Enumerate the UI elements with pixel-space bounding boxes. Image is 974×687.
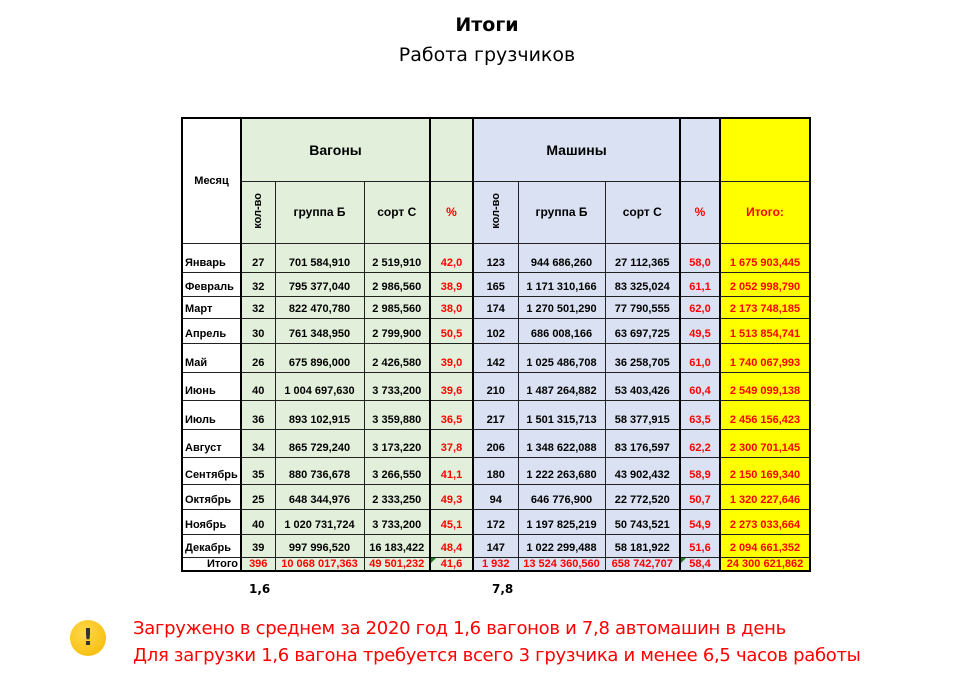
wagons-qty-cell: 30 <box>241 318 275 343</box>
cars-pct-cell: 54,9 <box>680 509 720 534</box>
month-cell: Февраль <box>182 272 241 296</box>
cars-qty-cell: 123 <box>473 243 518 272</box>
wagons-sort-c-cell: 2 799,900 <box>364 318 430 343</box>
grand-total-cell: 2 150 169,340 <box>720 457 810 484</box>
wagons-pct-cell: 45,1 <box>430 509 473 534</box>
cars-group-b-cell: 646 776,900 <box>518 484 605 509</box>
cars-pct-cell: 61,0 <box>680 343 720 372</box>
cars-group-b-cell: 1 487 264,882 <box>518 372 605 400</box>
wagons-group-b-cell: 795 377,040 <box>275 272 364 296</box>
wagons-pct-cell: 48,4 <box>430 534 473 557</box>
wagons-pct-cell: 37,8 <box>430 429 473 457</box>
cars-sort-c-cell: 77 790,555 <box>605 296 680 318</box>
wagons-sort-c-cell: 3 266,550 <box>364 457 430 484</box>
cars-group-b-cell: 1 197 825,219 <box>518 509 605 534</box>
cars-pct-cell: 50,7 <box>680 484 720 509</box>
wagons-sort-c-cell: 3 733,200 <box>364 509 430 534</box>
wagons-sort-c-cell: 2 519,910 <box>364 243 430 272</box>
wagons-qty-cell: 25 <box>241 484 275 509</box>
cars-qty-header <box>473 181 518 243</box>
cars-pct-group-header <box>680 118 720 181</box>
month-cell: Май <box>182 343 241 372</box>
totals-cars-qty: 1 932 <box>473 557 518 571</box>
table-row <box>182 400 810 429</box>
month-cell: Апрель <box>182 318 241 343</box>
grand-total-cell: 2 173 748,185 <box>720 296 810 318</box>
wagons-group-b-cell: 675 896,000 <box>275 343 364 372</box>
note-line-2: Для загрузки 1,6 вагона требуется всего 3 грузчика и менее 6,5 часов работы <box>133 645 861 666</box>
month-cell: Январь <box>182 243 241 272</box>
wagons-group-b-cell: 822 470,780 <box>275 296 364 318</box>
cars-pct-cell: 58,9 <box>680 457 720 484</box>
cars-group-b-cell: 1 348 622,088 <box>518 429 605 457</box>
cars-qty-cell: 94 <box>473 484 518 509</box>
totals-grand-total: 24 300 621,862 <box>720 557 810 571</box>
table-row <box>182 509 810 534</box>
cars-group-b-cell: 1 025 486,708 <box>518 343 605 372</box>
wagons-group-b-cell: 997 996,520 <box>275 534 364 557</box>
wagons-group-b-cell: 893 102,915 <box>275 400 364 429</box>
cars-group-header: Машины <box>473 118 680 181</box>
month-cell: Декабрь <box>182 534 241 557</box>
grand-total-cell: 1 675 903,445 <box>720 243 810 272</box>
table-row <box>182 296 810 318</box>
grand-total-cell: 2 273 033,664 <box>720 509 810 534</box>
cars-sort-c-header: сорт С <box>605 181 680 243</box>
wagons-group-header: Вагоны <box>241 118 430 181</box>
wagons-pct-cell: 50,5 <box>430 318 473 343</box>
cars-group-b-header: группа Б <box>518 181 605 243</box>
wagons-group-b-cell: 880 736,678 <box>275 457 364 484</box>
wagons-qty-header <box>241 181 275 243</box>
grand-total-cell: 2 456 156,423 <box>720 400 810 429</box>
wagons-qty-cell: 26 <box>241 343 275 372</box>
month-cell: Март <box>182 296 241 318</box>
cars-qty-cell: 180 <box>473 457 518 484</box>
cars-qty-cell: 210 <box>473 372 518 400</box>
cars-sort-c-cell: 83 325,024 <box>605 272 680 296</box>
table-row <box>182 343 810 372</box>
table-row <box>182 457 810 484</box>
table-row <box>182 534 810 557</box>
grand-total-cell: 2 549 099,138 <box>720 372 810 400</box>
totals-wagons-qty: 396 <box>241 557 275 571</box>
avg-wagons-per-day: 1,6 <box>249 582 271 596</box>
wagons-group-b-cell: 1 004 697,630 <box>275 372 364 400</box>
cars-group-b-cell: 1 501 315,713 <box>518 400 605 429</box>
cars-group-b-cell: 1 270 501,290 <box>518 296 605 318</box>
grand-total-cell: 1 513 854,741 <box>720 318 810 343</box>
warning-icon: ! <box>70 620 106 656</box>
table-row <box>182 429 810 457</box>
wagons-group-b-header: группа Б <box>275 181 364 243</box>
totals-row <box>182 557 810 571</box>
table-row <box>182 318 810 343</box>
grand-total-cell: 2 094 661,352 <box>720 534 810 557</box>
loaders-summary-table <box>181 117 811 572</box>
wagons-group-b-cell: 865 729,240 <box>275 429 364 457</box>
wagons-sort-c-cell: 3 733,200 <box>364 372 430 400</box>
wagons-qty-cell: 40 <box>241 509 275 534</box>
wagons-group-b-cell: 761 348,950 <box>275 318 364 343</box>
wagons-pct-cell: 38,9 <box>430 272 473 296</box>
cars-qty-cell: 165 <box>473 272 518 296</box>
totals-wagons-sort-c: 49 501,232 <box>364 557 430 571</box>
wagons-sort-c-cell: 2 333,250 <box>364 484 430 509</box>
total-group-header <box>720 118 810 181</box>
month-cell: Июнь <box>182 372 241 400</box>
wagons-qty-cell: 32 <box>241 296 275 318</box>
cars-qty-cell: 172 <box>473 509 518 534</box>
wagons-qty-cell: 34 <box>241 429 275 457</box>
cars-pct-cell: 63,5 <box>680 400 720 429</box>
table-row <box>182 272 810 296</box>
wagons-sort-c-cell: 2 986,560 <box>364 272 430 296</box>
wagons-group-b-cell: 1 020 731,724 <box>275 509 364 534</box>
cars-group-b-cell: 1 022 299,488 <box>518 534 605 557</box>
wagons-sort-c-header: сорт С <box>364 181 430 243</box>
month-cell: Октябрь <box>182 484 241 509</box>
wagons-pct-group-header <box>430 118 473 181</box>
month-header <box>182 118 241 243</box>
wagons-qty-cell: 36 <box>241 400 275 429</box>
wagons-pct-cell: 39,0 <box>430 343 473 372</box>
cars-qty-cell: 147 <box>473 534 518 557</box>
cars-pct-cell: 60,4 <box>680 372 720 400</box>
wagons-qty-cell: 39 <box>241 534 275 557</box>
cars-qty-cell: 102 <box>473 318 518 343</box>
cars-sort-c-cell: 63 697,725 <box>605 318 680 343</box>
wagons-sort-c-cell: 2 426,580 <box>364 343 430 372</box>
cars-qty-cell: 206 <box>473 429 518 457</box>
wagons-pct-cell: 49,3 <box>430 484 473 509</box>
cars-qty-cell: 174 <box>473 296 518 318</box>
cars-sort-c-cell: 53 403,426 <box>605 372 680 400</box>
wagons-group-b-cell: 648 344,976 <box>275 484 364 509</box>
wagons-qty-cell: 32 <box>241 272 275 296</box>
wagons-sort-c-cell: 16 183,422 <box>364 534 430 557</box>
wagons-pct-cell: 36,5 <box>430 400 473 429</box>
totals-cars-sort-c: 658 742,707 <box>605 557 680 571</box>
note-line-1: Загружено в среднем за 2020 год 1,6 вагонов и 7,8 автомашин в день <box>133 618 786 639</box>
wagons-pct-cell: 41,1 <box>430 457 473 484</box>
cars-sort-c-cell: 22 772,520 <box>605 484 680 509</box>
cars-pct-cell: 58,0 <box>680 243 720 272</box>
cars-group-b-cell: 1 171 310,166 <box>518 272 605 296</box>
wagons-pct-cell: 42,0 <box>430 243 473 272</box>
grand-total-cell: 2 052 998,790 <box>720 272 810 296</box>
wagons-group-b-cell: 701 584,910 <box>275 243 364 272</box>
table-row <box>182 484 810 509</box>
month-cell: Июль <box>182 400 241 429</box>
page-subtitle: Работа грузчиков <box>398 44 576 66</box>
cars-group-b-cell: 686 008,166 <box>518 318 605 343</box>
month-cell: Сентябрь <box>182 457 241 484</box>
totals-wagons-pct: 41,6 <box>430 557 473 571</box>
table-row <box>182 372 810 400</box>
cars-sort-c-cell: 83 176,597 <box>605 429 680 457</box>
grand-total-cell: 2 300 701,145 <box>720 429 810 457</box>
table-row <box>182 243 810 272</box>
cars-pct-cell: 62,2 <box>680 429 720 457</box>
cars-qty-cell: 217 <box>473 400 518 429</box>
wagons-sort-c-cell: 3 173,220 <box>364 429 430 457</box>
cars-pct-cell: 61,1 <box>680 272 720 296</box>
month-cell: Ноябрь <box>182 509 241 534</box>
wagons-sort-c-cell: 2 985,560 <box>364 296 430 318</box>
wagons-qty-cell: 27 <box>241 243 275 272</box>
cars-pct-cell: 62,0 <box>680 296 720 318</box>
page-title: Итоги <box>455 14 519 36</box>
totals-label: Итого <box>182 557 241 571</box>
wagons-qty-label: кол-во <box>252 192 265 229</box>
cars-pct-header: % <box>680 181 720 243</box>
cars-sort-c-cell: 27 112,365 <box>605 243 680 272</box>
month-header-label: Месяц <box>194 174 229 187</box>
cars-sort-c-cell: 58 181,922 <box>605 534 680 557</box>
cars-sort-c-cell: 50 743,521 <box>605 509 680 534</box>
grand-total-cell: 1 320 227,646 <box>720 484 810 509</box>
avg-cars-per-day: 7,8 <box>492 582 514 596</box>
total-header: Итого: <box>720 181 810 243</box>
wagons-pct-cell: 38,0 <box>430 296 473 318</box>
totals-cars-pct: 58,4 <box>680 557 720 571</box>
cars-sort-c-cell: 36 258,705 <box>605 343 680 372</box>
wagons-pct-cell: 39,6 <box>430 372 473 400</box>
wagons-sort-c-cell: 3 359,880 <box>364 400 430 429</box>
cars-qty-label: кол-во <box>489 192 502 229</box>
cars-sort-c-cell: 58 377,915 <box>605 400 680 429</box>
cars-group-b-cell: 944 686,260 <box>518 243 605 272</box>
totals-cars-group-b: 13 524 360,560 <box>518 557 605 571</box>
cars-group-b-cell: 1 222 263,680 <box>518 457 605 484</box>
wagons-qty-cell: 40 <box>241 372 275 400</box>
totals-wagons-group-b: 10 068 017,363 <box>275 557 364 571</box>
cars-pct-cell: 51,6 <box>680 534 720 557</box>
cars-sort-c-cell: 43 902,432 <box>605 457 680 484</box>
grand-total-cell: 1 740 067,993 <box>720 343 810 372</box>
month-cell: Август <box>182 429 241 457</box>
wagons-qty-cell: 35 <box>241 457 275 484</box>
cars-qty-cell: 142 <box>473 343 518 372</box>
cars-pct-cell: 49,5 <box>680 318 720 343</box>
wagons-pct-header: % <box>430 181 473 243</box>
